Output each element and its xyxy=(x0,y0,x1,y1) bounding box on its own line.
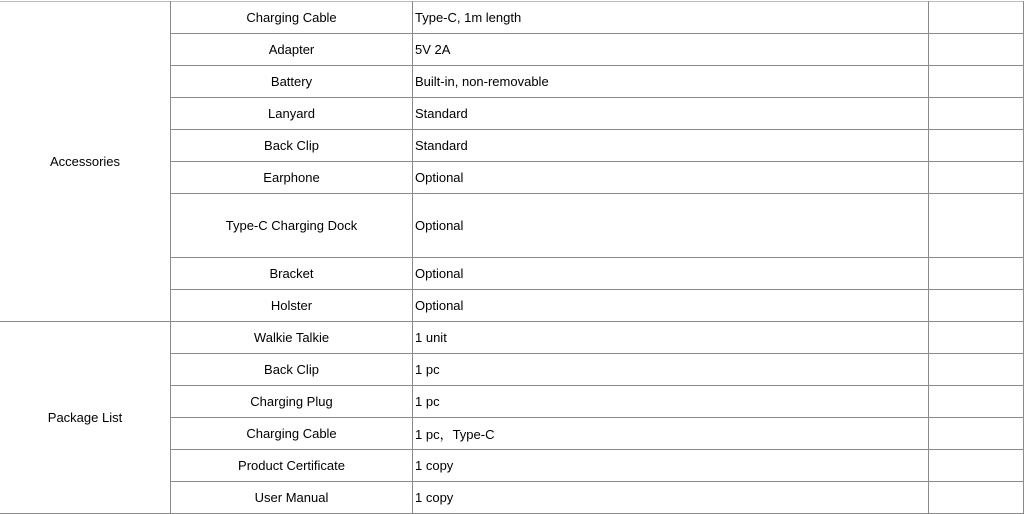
spec-cell: Optional xyxy=(413,162,929,194)
spec-cell: Standard xyxy=(413,98,929,130)
empty-cell xyxy=(929,66,1024,98)
spec-cell: 1 copy xyxy=(413,450,929,482)
item-cell: Back Clip xyxy=(171,354,413,386)
table-row xyxy=(0,322,1024,354)
table-row xyxy=(0,2,1024,34)
spec-cell: 1 pc xyxy=(413,386,929,418)
item-cell: Walkie Talkie xyxy=(171,322,413,354)
empty-cell xyxy=(929,2,1024,34)
spec-cell: Optional xyxy=(413,194,929,258)
item-cell: Adapter xyxy=(171,34,413,66)
spec-cell: Built-in, non-removable xyxy=(413,66,929,98)
item-cell: Type-C Charging Dock xyxy=(171,194,413,258)
empty-cell xyxy=(929,290,1024,322)
item-cell: Charging Cable xyxy=(171,2,413,34)
item-cell: Holster xyxy=(171,290,413,322)
item-cell: Battery xyxy=(171,66,413,98)
spec-cell: Type-C, 1m length xyxy=(413,2,929,34)
empty-cell xyxy=(929,386,1024,418)
empty-cell xyxy=(929,162,1024,194)
spec-cell: 1 copy xyxy=(413,482,929,514)
empty-cell xyxy=(929,258,1024,290)
item-cell: Product Certificate xyxy=(171,450,413,482)
empty-cell xyxy=(929,418,1024,450)
empty-cell xyxy=(929,450,1024,482)
group-label-package-list: Package List xyxy=(0,322,171,514)
item-cell: Bracket xyxy=(171,258,413,290)
item-cell: Back Clip xyxy=(171,130,413,162)
spec-cell: Standard xyxy=(413,130,929,162)
empty-cell xyxy=(929,322,1024,354)
empty-cell xyxy=(929,482,1024,514)
empty-cell xyxy=(929,34,1024,66)
empty-cell xyxy=(929,130,1024,162)
group-label-accessories: Accessories xyxy=(0,2,171,322)
spec-cell: 1 pc xyxy=(413,354,929,386)
spec-cell: Optional xyxy=(413,290,929,322)
item-cell: User Manual xyxy=(171,482,413,514)
item-cell: Charging Plug xyxy=(171,386,413,418)
empty-cell xyxy=(929,98,1024,130)
spec-cell: 1 unit xyxy=(413,322,929,354)
spec-cell: Optional xyxy=(413,258,929,290)
item-cell: Charging Cable xyxy=(171,418,413,450)
spec-table xyxy=(0,1,1024,514)
spec-cell: 1 pc，Type-C xyxy=(413,418,929,450)
item-cell: Lanyard xyxy=(171,98,413,130)
empty-cell xyxy=(929,354,1024,386)
item-cell: Earphone xyxy=(171,162,413,194)
spec-cell: 5V 2A xyxy=(413,34,929,66)
empty-cell xyxy=(929,194,1024,258)
